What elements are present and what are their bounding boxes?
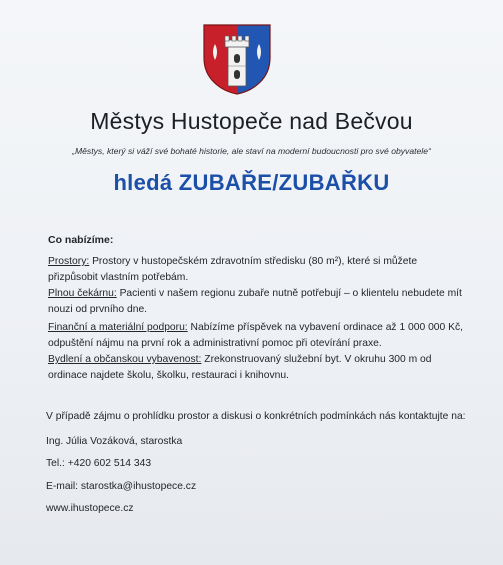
contact-website: www.ihustopece.cz [46, 503, 134, 514]
offer-item-text: Zrekonstruovaný služební byt. V okruhu 300 m od ordinace najdete školu, školku, restauraci i knihovnu. [48, 354, 432, 381]
contact-email: E-mail: starostka@ihustopece.cz [46, 481, 197, 492]
offer-item-label: Prostory: [48, 256, 90, 267]
offer-item-premises [48, 254, 465, 286]
motto: „Městys, který si váží své bohaté historie, ale staví na moderní budoucnosti pro své obyvatele“ [72, 146, 431, 156]
offer-item-waiting-room [48, 286, 465, 318]
offer-item-text: Pacienti v našem regionu zubaře nutně potřebují – o klientelu nebudete mít nouzi od prvního dne. [48, 288, 462, 315]
page-title: Městys Hustopeče nad Bečvou [90, 108, 413, 134]
headline: hledá ZUBAŘE/ZUBAŘKU [113, 170, 390, 195]
contact-phone: Tel.: +420 602 514 343 [46, 458, 152, 469]
offer-item-text: Prostory v hustopečském zdravotním středisku (80 m²), které si můžete přizpůsobit vlastním potřebám. [48, 256, 418, 283]
offer-item-label: Finanční a materiální podporu: [48, 322, 188, 333]
contact-intro: V případě zájmu o prohlídku prostor a diskusi o konkrétních podmínkách nás kontaktujte na: [46, 411, 466, 422]
offer-item-financial-support [48, 320, 465, 352]
offer-item-label: Plnou čekárnu: [48, 288, 117, 299]
offer-item-text: Nabízíme příspěvek na vybavení ordinace až 1 000 000 Kč, odpuštění nájmu na první rok a administrativní pomoc při otevírání praxe. [48, 322, 463, 349]
offer-heading: Co nabízíme: [48, 234, 114, 246]
offer-item-housing [48, 352, 465, 384]
contact-name: Ing. Júlia Vozáková, starostka [46, 436, 183, 447]
coat-of-arms-icon [201, 22, 273, 96]
offer-item-label: Bydlení a občanskou vybavenost: [48, 354, 202, 365]
